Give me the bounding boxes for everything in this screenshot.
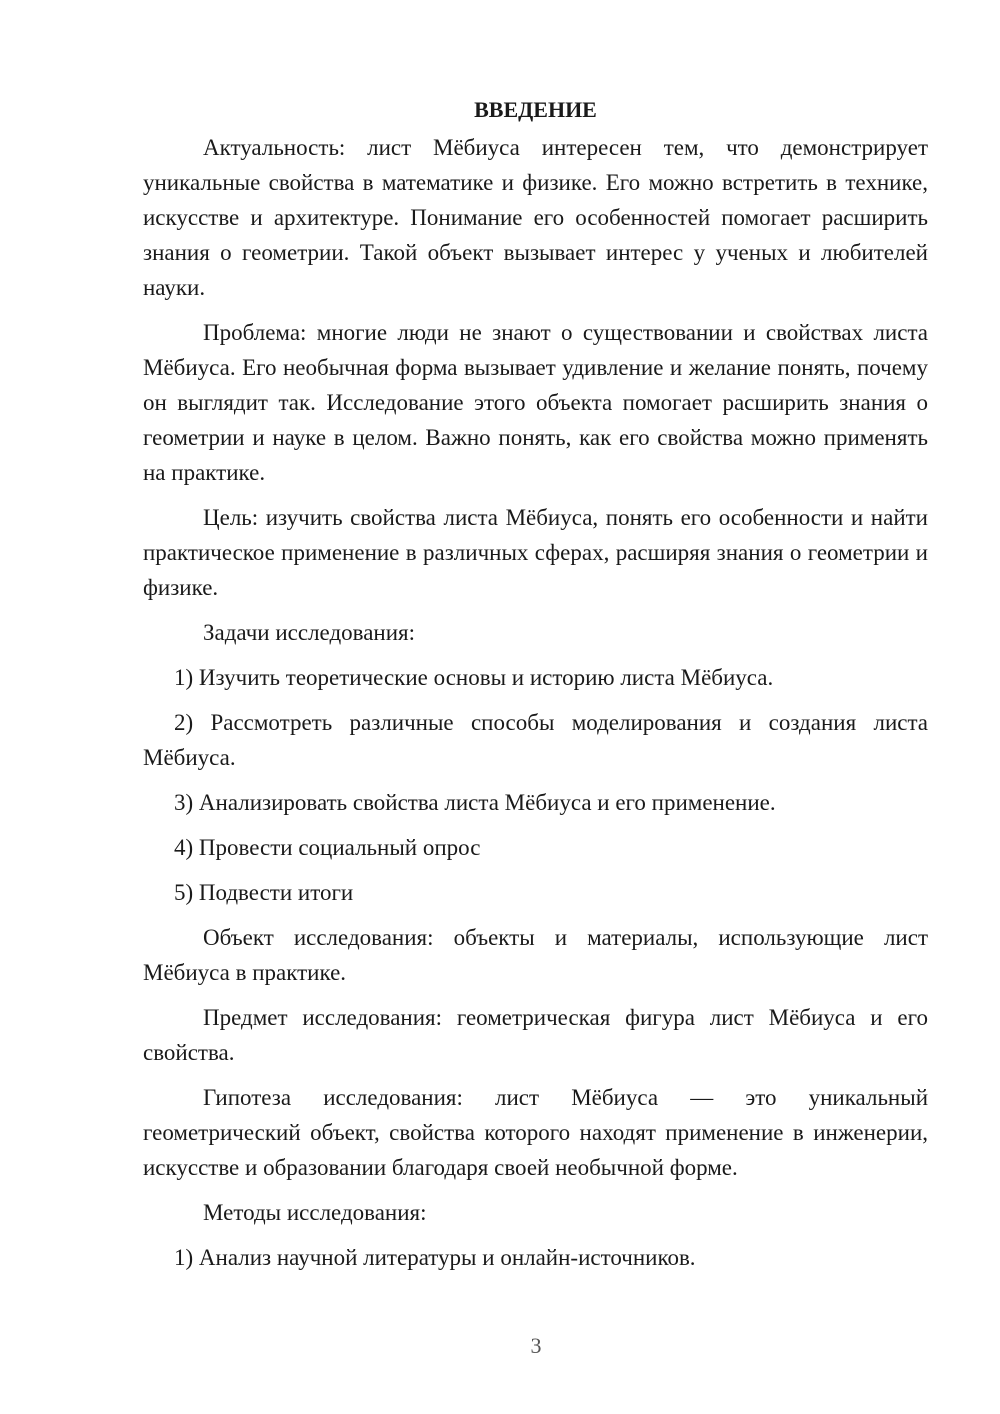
page-number: 3 <box>530 1333 542 1358</box>
task-item-1: 1) Изучить теоретические основы и историю листа Мёбиуса. <box>174 665 774 690</box>
goal-paragraph: Цель: изучить свойства листа Мёбиуса, понять его особенности и найти практическое применение в различных сферах, расширяя знания о геометрии и физике. <box>143 505 928 600</box>
task-item-4: 4) Провести социальный опрос <box>174 835 481 860</box>
tasks-heading: Задачи исследования: <box>203 620 416 645</box>
problem-paragraph: Проблема: многие люди не знают о существовании и свойствах листа Мёбиуса. Его необычная форма вызывает удивление и желание понять, почему он выглядит так. Исследование этого объекта помогает расширить знания о геометрии и науке в целом. Важно понять, как его свойства можно применять на практике. <box>143 320 928 485</box>
subject-paragraph: Предмет исследования: геометрическая фигура лист Мёбиуса и его свойства. <box>143 1005 928 1065</box>
object-paragraph: Объект исследования: объекты и материалы, использующие лист Мёбиуса в практике. <box>143 925 928 985</box>
methods-heading: Методы исследования: <box>203 1200 427 1225</box>
task-item-5: 5) Подвести итоги <box>174 880 354 905</box>
task-item-2: 2) Рассмотреть различные способы моделирования и создания листа Мёбиуса. <box>143 710 928 770</box>
relevance-paragraph: Актуальность: лист Мёбиуса интересен тем, что демонстрирует уникальные свойства в математике и физике. Его можно встретить в технике, искусстве и архитектуре. Понимание его особенностей помогает расширить знания о геометрии. Такой объект вызывает интерес у ученых и любителей науки. <box>143 135 928 300</box>
page-content <box>143 92 928 1285</box>
method-item-1: 1) Анализ научной литературы и онлайн-источников. <box>174 1245 696 1270</box>
hypothesis-paragraph: Гипотеза исследования: лист Мёбиуса — это уникальный геометрический объект, свойства которого находят применение в инженерии, искусстве и образовании благодаря своей необычной форме. <box>143 1085 928 1180</box>
task-item-3: 3) Анализировать свойства листа Мёбиуса и его применение. <box>174 790 776 815</box>
section-title: ВВЕДЕНИЕ <box>474 97 597 122</box>
